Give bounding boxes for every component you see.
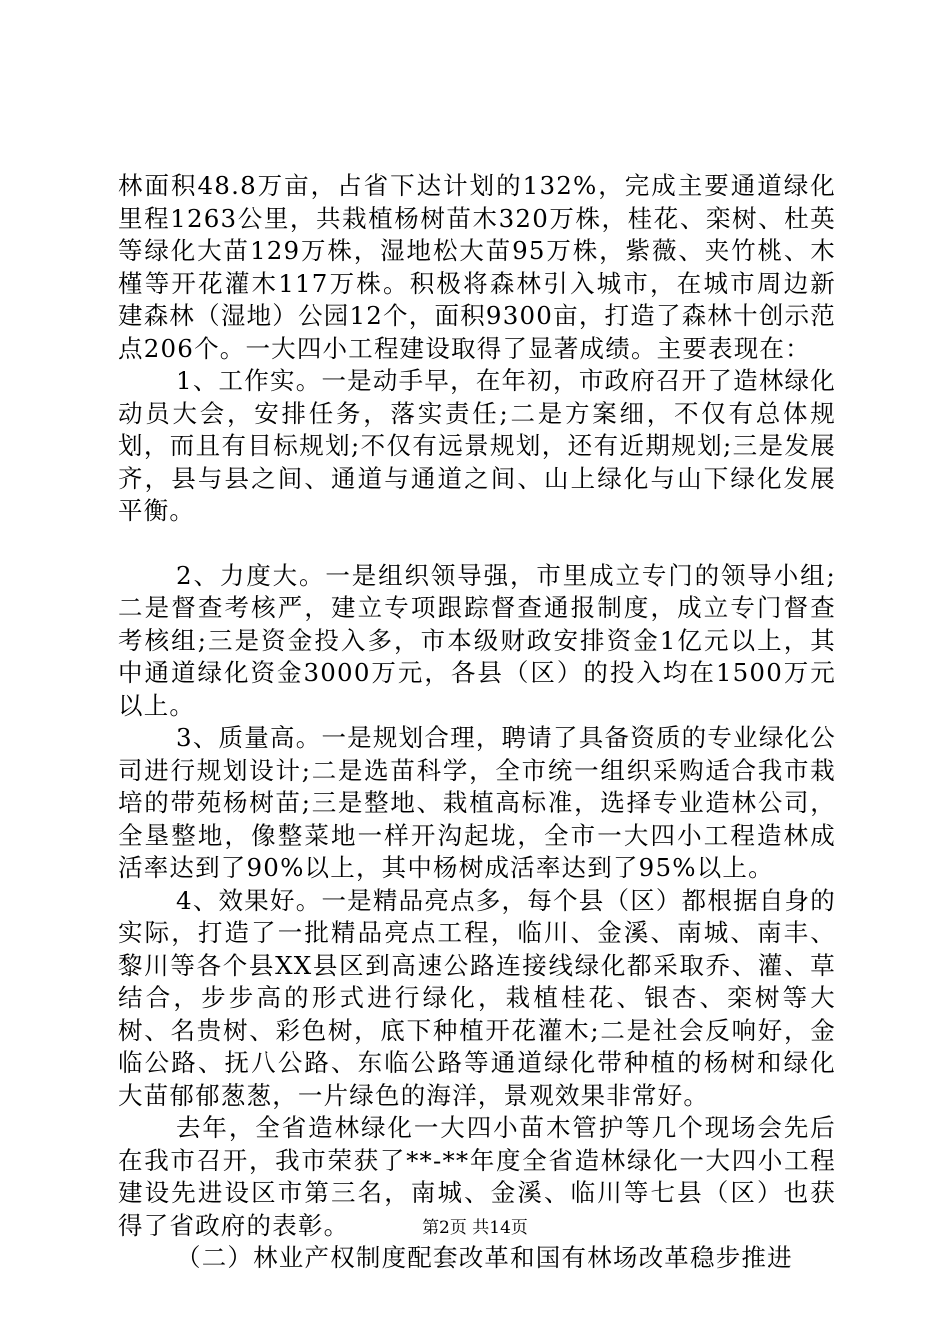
paragraph-good-results: 4、效果好。一是精品亮点多，每个县（区）都根据自身的实际，打造了一批精品亮点工程，临川、金溪、南城、南丰、黎川等各个县XX县区到高速公路连接线绿化都采取乔、灌、草结合，步步高的形式进行绿化，栽植桂花、银杏、栾树等大树、名贵树、彩色树，底下种植开花灌木;二是社会反响好，金临公路、抚八公路、东临公路等通道绿化带种植的杨树和绿化大苗郁郁葱葱，一片绿色的海洋，景观效果非常好。 — [118, 885, 836, 1110]
paragraph-last-year: 去年，全省造林绿化一大四小苗木管护等几个现场会先后在我市召开，我市荣获了**-**年度全省造林绿化一大四小工程建设先进设区市第三名，南城、金溪、临川等七县（区）也获得了省政府的表彰。 — [118, 1113, 836, 1240]
document-body — [118, 170, 836, 1275]
section-heading-forestry-reform: （二）林业产权制度配套改革和国有林场改革稳步推进 — [176, 1243, 793, 1272]
paragraph-work-solid: 1、工作实。一是动手早，在年初，市政府召开了造林绿化动员大会，安排任务，落实责任;二是方案细，不仅有总体规划，而且有目标规划;不仅有远景规划，还有近期规划;三是发展齐，县与县之间、通道与通道之间、山上绿化与山下绿化发展平衡。 — [118, 366, 836, 525]
paragraph-intro: 林面积48.8万亩，占省下达计划的132%，完成主要通道绿化里程1263公里，共栽植杨树苗木320万株，桂花、栾树、杜英等绿化大苗129万株，湿地松大苗95万株，紫薇、夹竹桃、木槿等开花灌木117万株。积极将森林引入城市，在城市周边新建森林（湿地）公园12个，面积9300亩，打造了森林十创示范点206个。一大四小工程建设取得了显著成绩。主要表现在： — [118, 171, 836, 363]
paragraph-strong-effort: 2、力度大。一是组织领导强，市里成立专门的领导小组;二是督查考核严，建立专项跟踪督查通报制度，成立专门督查考核组;三是资金投入多，市本级财政安排资金1亿元以上，其中通道绿化资金3000万元，各县（区）的投入均在1500万元以上。 — [118, 560, 836, 720]
paragraph-high-quality: 3、质量高。一是规划合理，聘请了具备资质的专业绿化公司进行规划设计;二是选苗科学，全市统一组织采购适合我市栽培的带苑杨树苗;三是整地、栽植高标准，选择专业造林公司，全垦整地，像整菜地一样开沟起垅，全市一大四小工程造林成活率达到了90%以上，其中杨树成活率达到了95%以上。 — [118, 723, 836, 882]
page-footer: 第2页 共14页 — [422, 1218, 528, 1238]
paragraph-spacer — [118, 528, 836, 560]
